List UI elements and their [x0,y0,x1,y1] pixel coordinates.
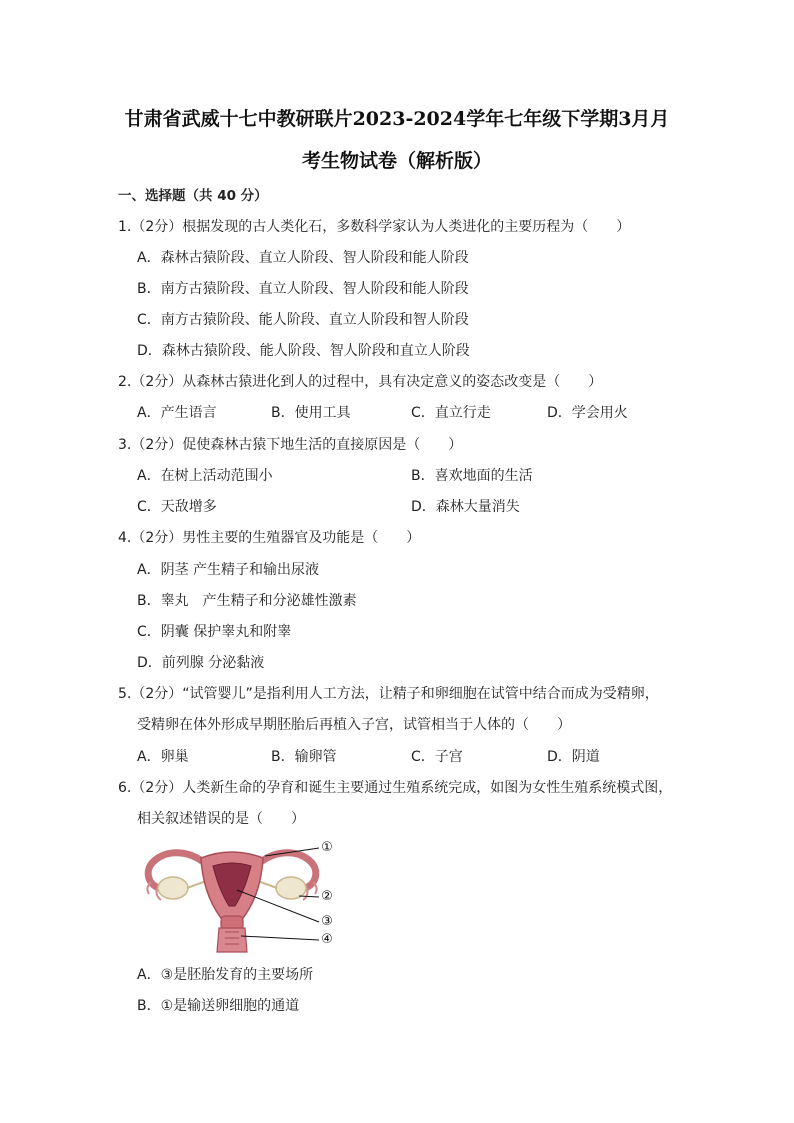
exam-title-line1: 甘肃省武威十七中教研联片2023-2024学年七年级下学期3月月 [124,108,670,130]
reproductive-system-figure [137,832,347,954]
question-5-option-c: C．子宫 [411,749,463,765]
question-1-option-d: D．森林古猿阶段、能人阶段、智人阶段和直立人阶段 [137,343,470,359]
uterus-diagram-icon [137,832,347,954]
question-2-option-d: D．学会用火 [547,405,628,421]
question-3-option-b: B．喜欢地面的生活 [411,468,533,484]
section-heading: 一、选择题（共 40 分） [118,188,268,204]
question-2-option-b: B．使用工具 [271,405,351,421]
question-2-stem: 2.（2分）从森林古猿进化到人的过程中，具有决定意义的姿态改变是（ ） [118,374,603,390]
question-6-option-b: B．①是输送卵细胞的通道 [137,998,300,1014]
question-3-option-a: A．在树上活动范围小 [137,468,273,484]
question-2-option-c: C．直立行走 [411,405,491,421]
question-3-option-c: C．天敌增多 [137,499,217,515]
question-5-option-d: D．阴道 [547,749,600,765]
question-1-option-b: B．南方古猿阶段、直立人阶段、智人阶段和能人阶段 [137,281,469,297]
question-4-option-b: B．睾丸 产生精子和分泌雄性激素 [137,593,357,609]
question-5-stem-continued: 受精卵在体外形成早期胚胎后再植入子宫，试管相当于人体的（ ） [137,717,571,733]
figure-label-4: ④ [321,932,333,947]
question-1-stem: 1.（2分）根据发现的古人类化石，多数科学家认为人类进化的主要历程为（ ） [118,219,631,235]
question-3-option-d: D．森林大量消失 [411,499,520,515]
question-2-option-a: A．产生语言 [137,405,217,421]
exam-title-line2: 考生物试卷（解析版） [301,150,492,172]
question-4-option-a: A．阴茎 产生精子和输出尿液 [137,562,320,578]
figure-label-1: ① [321,840,333,855]
question-1-option-a: A．森林古猿阶段、直立人阶段、智人阶段和能人阶段 [137,250,469,266]
question-4-stem: 4.（2分）男性主要的生殖器官及功能是（ ） [118,530,421,546]
figure-label-3: ③ [321,914,333,929]
question-1-option-c: C．南方古猿阶段、能人阶段、直立人阶段和智人阶段 [137,312,469,328]
figure-label-2: ② [321,889,333,904]
question-4-option-d: D．前列腺 分泌黏液 [137,655,265,671]
question-6-stem: 6.（2分）人类新生命的孕育和诞生主要通过生殖系统完成，如图为女性生殖系统模式图， [118,780,673,796]
question-3-stem: 3.（2分）促使森林古猿下地生活的直接原因是（ ） [118,437,463,453]
question-6-option-a: A．③是胚胎发育的主要场所 [137,967,314,983]
question-6-stem-continued: 相关叙述错误的是（ ） [137,811,305,827]
question-5-option-a: A．卵巢 [137,749,189,765]
question-5-stem: 5.（2分）“试管婴儿”是指利用人工方法，让精子和卵细胞在试管中结合而成为受精卵， [118,686,659,702]
question-4-option-c: C．阴囊 保护睾丸和附睾 [137,624,292,640]
question-5-option-b: B．输卵管 [271,749,337,765]
